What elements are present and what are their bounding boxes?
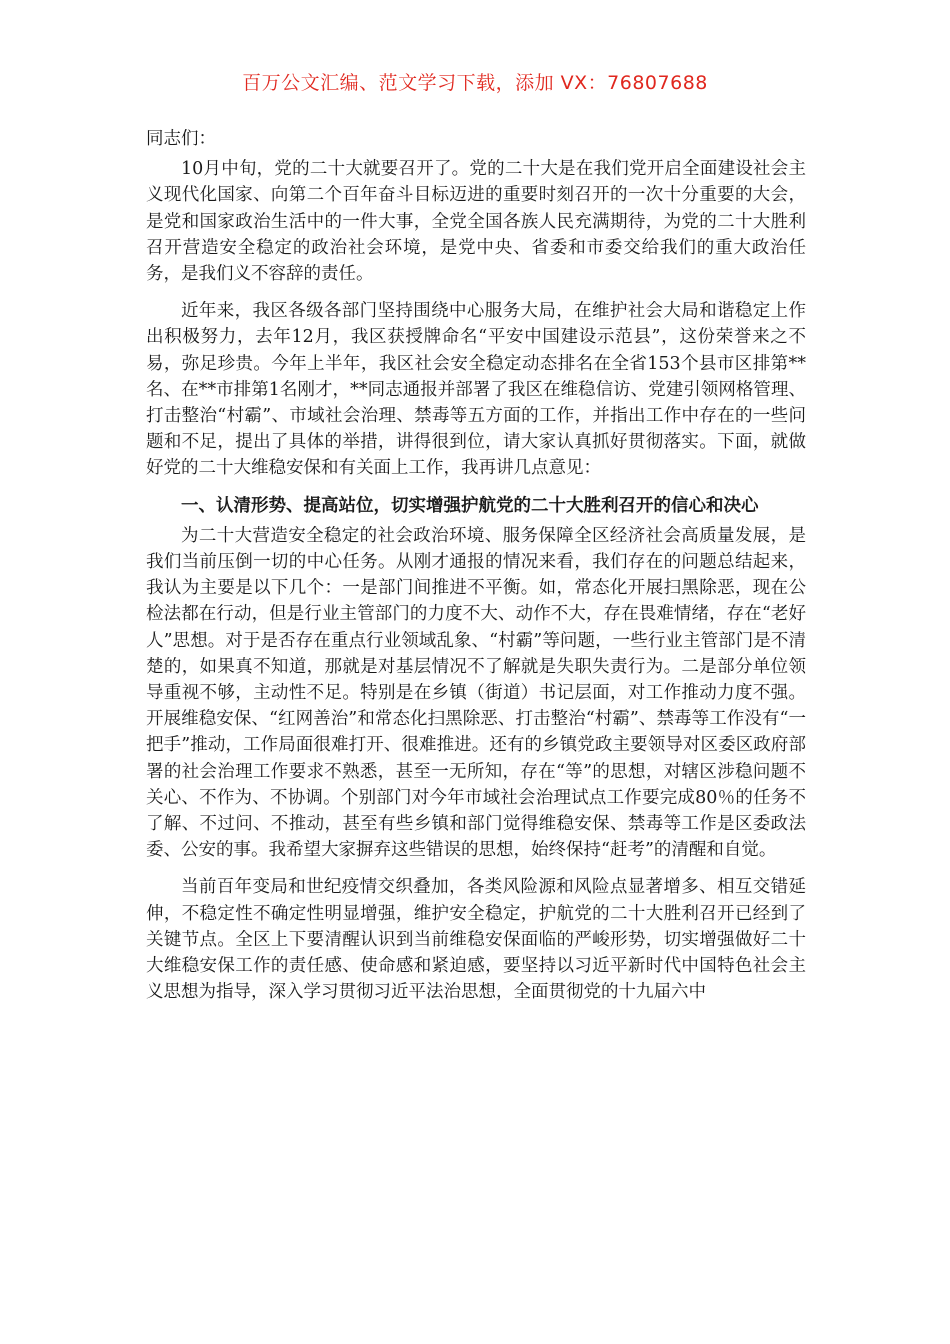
section-paragraph-2: 当前百年变局和世纪疫情交织叠加，各类风险源和风险点显著增多、相互交错延伸，不稳定性不确定性明显增强，维护安全稳定，护航党的二十大胜利召开已经到了关键节点。全区上下要清醒认识到当前维稳安保面临的严峻形势，切实增强做好二十大维稳安保工作的责任感、使命感和紧迫感，要坚持以习近平新时代中国特色社会主义思想为指导，深入学习贯彻习近平法治思想，全面贯彻党的十九届六中 (146, 877, 806, 1003)
document-body (146, 126, 806, 1017)
greeting: 同志们： (146, 129, 216, 149)
paragraph-1: 10月中旬，党的二十大就要召开了。党的二十大是在我们党开启全面建设社会主义现代化国家、向第二个百年奋斗目标迈进的重要时刻召开的一次十分重要的大会，是党和国家政治生活中的一件大事，全党全国各族人民充满期待，为党的二十大胜利召开营造安全稳定的政治社会环境，是党中央、省委和市委交给我们的重大政治任务，是我们义不容辞的责任。 (146, 159, 806, 285)
section-paragraph-1: 为二十大营造安全稳定的社会政治环境、服务保障全区经济社会高质量发展，是我们当前压倒一切的中心任务。从刚才通报的情况来看，我们存在的问题总结起来，我认为主要是以下几个：一是部门间推进不平衡。如，常态化开展扫黑除恶，现在公检法都在行动，但是行业主管部门的力度不大、动作不大，存在畏难情绪，存在“老好人”思想。对于是否存在重点行业领域乱象、“村霸”等问题，一些行业主管部门是不清楚的，如果真不知道，那就是对基层情况不了解就是失职失责行为。二是部分单位领导重视不够，主动性不足。特别是在乡镇（街道）书记层面，对工作推动力度不强。开展维稳安保、“红网善治”和常态化扫黑除恶、打击整治“村霸”、禁毒等工作没有“一把手”推动，工作局面很难打开、很难推进。还有的乡镇党政主要领导对区委区政府部署的社会治理工作要求不熟悉，甚至一无所知，存在“等”的思想，对辖区涉稳问题不关心、不作为、不协调。个别部门对今年市域社会治理试点工作要完成80％的任务不了解、不过问、不推动，甚至有些乡镇和部门觉得维稳安保、禁毒等工作是区委政法委、公安的事。我希望大家摒弃这些错误的思想，始终保持“赶考”的清醒和自觉。 (146, 525, 806, 861)
section-heading: 一、认清形势、提高站位，切实增强护航党的二十大胜利召开的信心和决心 (181, 495, 759, 516)
header-banner: 百万公文汇编、范文学习下载，添加 VX：76807688 (242, 72, 708, 94)
paragraph-2: 近年来，我区各级各部门坚持围绕中心服务大局，在维护社会大局和谐稳定上作出积极努力，去年12月，我区获授牌命名“平安中国建设示范县”，这份荣誉来之不易，弥足珍贵。今年上半年，我区社会安全稳定动态排名在全省153个县市区排第**名、在**市排第1名刚才，**同志通报并部署了我区在维稳信访、党建引领网格管理、打击整治“村霸”、市域社会治理、禁毒等五方面的工作，并指出工作中存在的一些问题和不足，提出了具体的举措，讲得很到位，请大家认真抓好贯彻落实。下面，就做好党的二十大维稳安保和有关面上工作，我再讲几点意见： (146, 301, 806, 479)
